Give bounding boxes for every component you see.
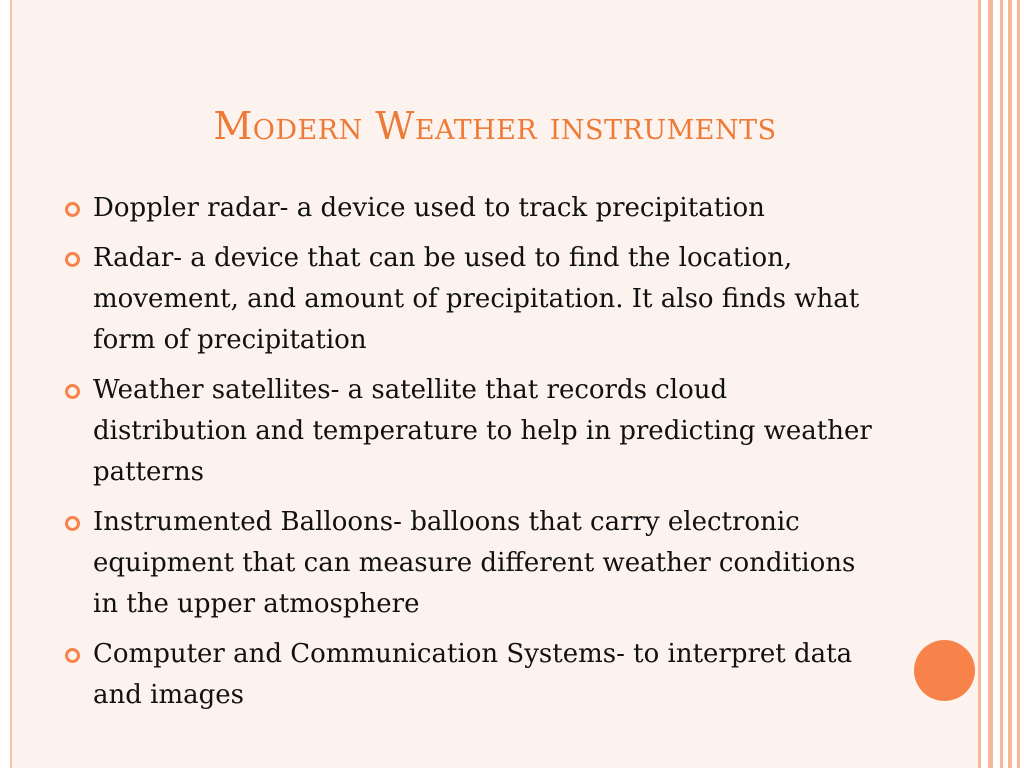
bullet-circle-icon [65,384,80,399]
bullet-circle-icon [65,648,80,663]
bullet-item [62,502,882,625]
decorative-stripe [988,0,993,768]
slide-title: Modern Weather instruments [213,104,777,148]
bullet-circle-icon [65,516,80,531]
bullet-circle-icon [65,252,80,267]
bullet-text: Weather satellites- a satellite that records cloud distribution and temperature to help in predicting weather patterns [93,375,872,487]
bullet-text: Instrumented Balloons- balloons that carry electronic equipment that can measure different weather conditions in the upper atmosphere [93,507,856,619]
bullet-circle-icon [65,202,80,217]
bullet-item [62,370,882,493]
bullet-item [62,634,882,716]
bullet-text: Computer and Communication Systems- to interpret data and images [93,639,853,710]
decorative-stripe [1017,0,1020,768]
decorative-circle-icon [914,640,975,701]
bullet-list [62,188,882,725]
bullet-item [62,188,882,229]
bullet-item [62,238,882,361]
decorative-stripe [1008,0,1012,768]
bullet-text: Radar- a device that can be used to find the location, movement, and amount of precipitation. It also finds what form of precipitation [93,243,860,355]
bullet-text: Doppler radar- a device used to track precipitation [93,193,765,223]
decorative-stripe [978,0,981,768]
decorative-stripe [1000,0,1003,768]
